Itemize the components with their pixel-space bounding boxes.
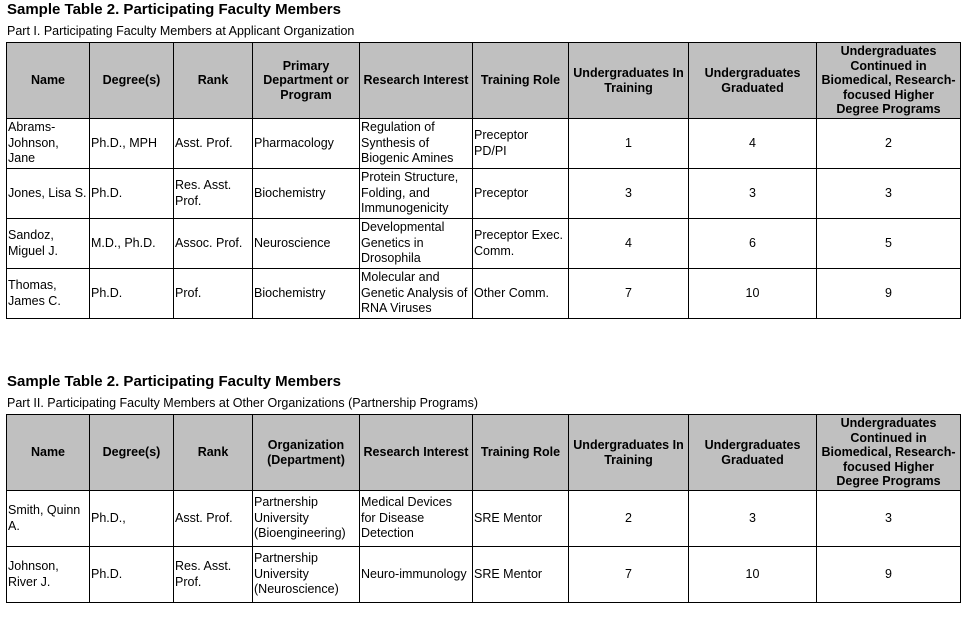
cell-name: Jones, Lisa S. (7, 169, 90, 219)
cell-research-interest: Neuro-immunology (360, 547, 473, 603)
cell-training-role: Preceptor PD/PI (473, 119, 569, 169)
cell-training-role: Preceptor (473, 169, 569, 219)
cell-research-interest: Medical Devices for Disease Detection (360, 491, 473, 547)
cell-rank: Asst. Prof. (174, 119, 253, 169)
column-header: Degree(s) (90, 415, 174, 491)
part1-table (6, 42, 961, 319)
table-row (7, 547, 961, 603)
cell-department: Pharmacology (253, 119, 360, 169)
cell-organization: Partnership University (Neuroscience) (253, 547, 360, 603)
cell-in-training: 1 (569, 119, 689, 169)
cell-name: Smith, Quinn A. (7, 491, 90, 547)
cell-rank: Prof. (174, 269, 253, 319)
cell-graduated: 3 (689, 169, 817, 219)
cell-degrees: Ph.D., MPH (90, 119, 174, 169)
part1-subtitle: Part I. Participating Faculty Members at Applicant Organization (7, 24, 355, 38)
column-header: Training Role (473, 43, 569, 119)
column-header: Undergraduates In Training (569, 43, 689, 119)
cell-degrees: Ph.D. (90, 169, 174, 219)
part2-section (6, 372, 960, 603)
cell-continued: 2 (817, 119, 961, 169)
cell-in-training: 7 (569, 547, 689, 603)
column-header: Degree(s) (90, 43, 174, 119)
cell-continued: 9 (817, 547, 961, 603)
cell-training-role: Other Comm. (473, 269, 569, 319)
column-header: Organization (Department) (253, 415, 360, 491)
cell-graduated: 10 (689, 269, 817, 319)
cell-training-role: SRE Mentor (473, 547, 569, 603)
cell-continued: 3 (817, 169, 961, 219)
column-header: Undergraduates Continued in Biomedical, Research- focused Higher Degree Programs (817, 415, 961, 491)
table-row (7, 169, 961, 219)
cell-name: Sandoz, Miguel J. (7, 219, 90, 269)
cell-in-training: 3 (569, 169, 689, 219)
table-row (7, 119, 961, 169)
table-row (7, 219, 961, 269)
cell-name: Thomas, James C. (7, 269, 90, 319)
cell-degrees: Ph.D. (90, 269, 174, 319)
cell-graduated: 10 (689, 547, 817, 603)
part2-subtitle: Part II. Participating Faculty Members at Other Organizations (Partnership Programs) (7, 396, 479, 410)
cell-name: Abrams- Johnson, Jane (7, 119, 90, 169)
cell-organization: Partnership University (Bioengineering) (253, 491, 360, 547)
cell-degrees: Ph.D., (90, 491, 174, 547)
column-header: Name (7, 43, 90, 119)
cell-research-interest: Developmental Genetics in Drosophila (360, 219, 473, 269)
column-header: Research Interest (360, 415, 473, 491)
cell-continued: 5 (817, 219, 961, 269)
cell-rank: Res. Asst. Prof. (174, 169, 253, 219)
column-header: Name (7, 415, 90, 491)
table-row (7, 269, 961, 319)
table-header-row (7, 43, 961, 119)
cell-training-role: SRE Mentor (473, 491, 569, 547)
column-header: Undergraduates Graduated (689, 43, 817, 119)
cell-in-training: 4 (569, 219, 689, 269)
column-header: Undergraduates In Training (569, 415, 689, 491)
cell-in-training: 2 (569, 491, 689, 547)
cell-graduated: 3 (689, 491, 817, 547)
part2-title: Sample Table 2. Participating Faculty Members (7, 373, 341, 390)
table-row (7, 491, 961, 547)
cell-graduated: 4 (689, 119, 817, 169)
cell-department: Biochemistry (253, 169, 360, 219)
cell-department: Neuroscience (253, 219, 360, 269)
cell-graduated: 6 (689, 219, 817, 269)
column-header: Rank (174, 415, 253, 491)
cell-training-role: Preceptor Exec. Comm. (473, 219, 569, 269)
cell-research-interest: Protein Structure, Folding, and Immunogenicity (360, 169, 473, 219)
cell-department: Biochemistry (253, 269, 360, 319)
cell-rank: Assoc. Prof. (174, 219, 253, 269)
column-header: Undergraduates Graduated (689, 415, 817, 491)
cell-research-interest: Regulation of Synthesis of Biogenic Amines (360, 119, 473, 169)
cell-continued: 3 (817, 491, 961, 547)
table-header-row (7, 415, 961, 491)
cell-name: Johnson, River J. (7, 547, 90, 603)
column-header: Primary Department or Program (253, 43, 360, 119)
column-header: Training Role (473, 415, 569, 491)
part1-title: Sample Table 2. Participating Faculty Members (7, 1, 341, 18)
cell-degrees: M.D., Ph.D. (90, 219, 174, 269)
part2-table (6, 414, 961, 603)
column-header: Undergraduates Continued in Biomedical, Research- focused Higher Degree Programs (817, 43, 961, 119)
column-header: Research Interest (360, 43, 473, 119)
part1-section (6, 0, 960, 319)
cell-rank: Asst. Prof. (174, 491, 253, 547)
cell-continued: 9 (817, 269, 961, 319)
cell-degrees: Ph.D. (90, 547, 174, 603)
cell-rank: Res. Asst. Prof. (174, 547, 253, 603)
column-header: Rank (174, 43, 253, 119)
cell-research-interest: Molecular and Genetic Analysis of RNA Viruses (360, 269, 473, 319)
cell-in-training: 7 (569, 269, 689, 319)
